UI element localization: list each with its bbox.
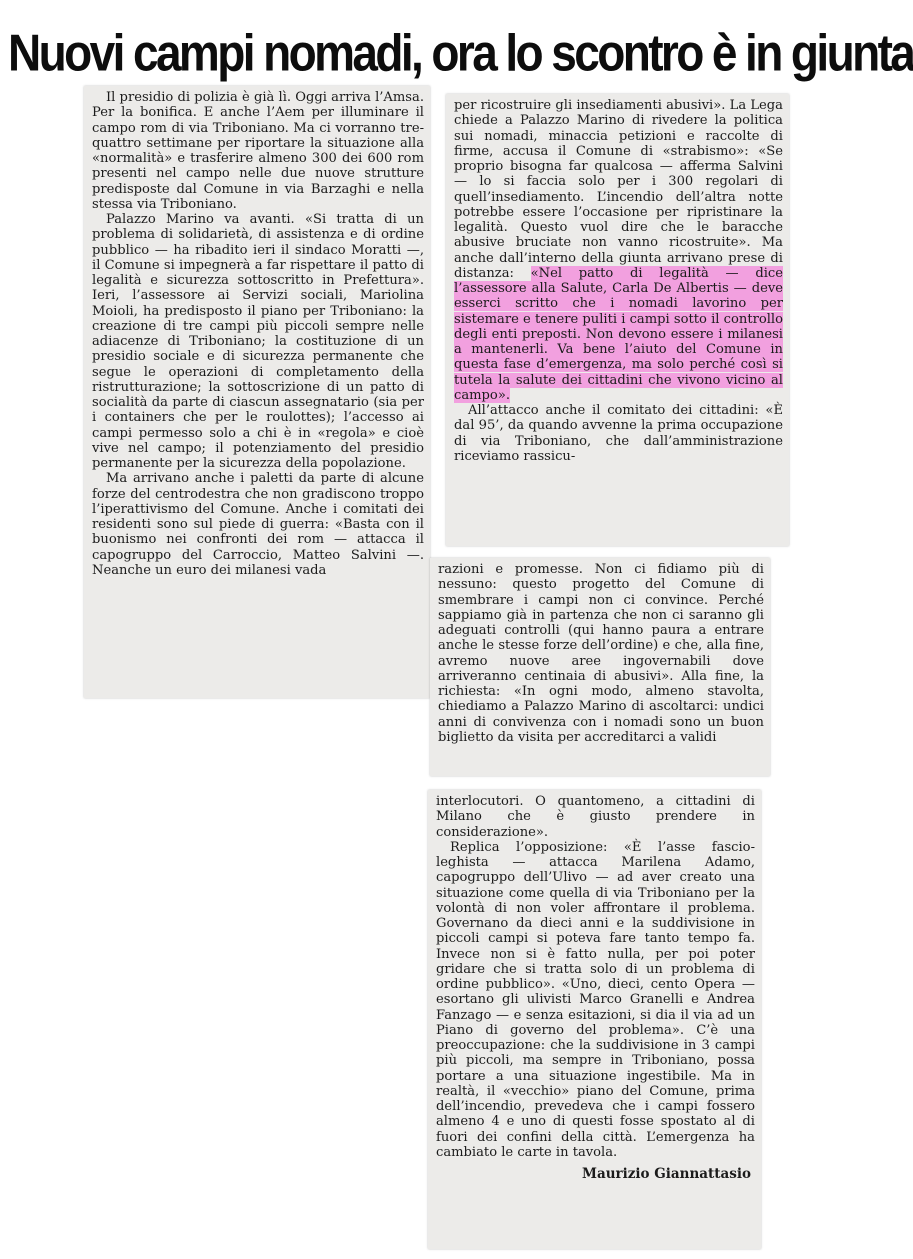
paragraph: Replica l’opposizione: «È l’asse fascio-leghista — attacca Marilena Adamo, capogruppo dell’Ulivo — ad aver creato una situazione come quella di via Triboniano per la volontà di non voler affrontare il problema. Governano da dieci anni e la suddivisione in piccoli campi si poteva fare tanto tempo fa. Invece non si è fatto nulla, per poi poter gridare che si tratta solo di un problema di ordine pubblico». «Uno, dieci, cento Opera — esortano gli ulivisti Marco Granelli e Andrea Fanzago — e senza esitazioni, si dia il via ad un Piano di governo del problema». C’è una preoccupazione: che la suddivisione in 3 campi più piccoli, ma sempre in Triboniano, possa portare a una situazione ingestibile. Ma in realtà, il «vecchio» piano del Comune, prima dell’incendio, prevedeva che i campi fossero almeno 4 e uno di questi fosse spostato al di fuori dei confini della città. L’emergenza ha cambiato le carte in tavola. <box>436 839 755 1160</box>
article-column-2-part-1 <box>446 94 789 546</box>
highlighted-quote: «Nel patto di legalità — dice l’assessore alla Salute, Carla De Albertis — deve esserci scritto che i nomadi lavorino per sistemare e tenere puliti i campi sotto il controllo degli enti preposti. Non devono essere i milanesi a mantenerli. Va bene l’aiuto del Comune in questa fase d’emergenza, ma solo perché così si tutela la salute dei cittadini che vivono vicino al campo». <box>454 265 783 403</box>
article-column-1 <box>84 86 430 698</box>
paragraph: Ma arrivano anche i paletti da parte di alcune forze del centrodestra che non gradiscono troppo l’iperattivismo del Comune. Anche i comitati dei residenti sono sul piede di guerra: «Basta con il buonismo nei confronti dei rom — attacca il capogruppo del Carroccio, Matteo Salvini —. Neanche un euro dei milanesi vada <box>92 471 424 578</box>
author-signature: Maurizio Giannattasio <box>582 1166 751 1182</box>
paragraph: interlocutori. O quantomeno, a cittadini di Milano che è giusto prendere in considerazione». <box>436 794 755 840</box>
paragraph <box>454 98 783 403</box>
headline: Nuovi campi nomadi, ora lo scontro è in giunta <box>8 23 913 82</box>
paragraph: Il presidio di polizia è già lì. Oggi arriva l’Amsa. Per la bonifica. E anche l’Aem per illuminare il campo rom di via Triboniano. Ma ci vorranno tre-quattro settimane per riportare la situazione alla «normalità» e trasferire almeno 300 dei 600 rom presenti nel campo nelle due nuove strutture predisposte dal Comune in via Barzaghi e nella stessa via Triboniano. <box>92 90 424 212</box>
article-column-2-part-3 <box>428 790 761 1249</box>
article-column-2-part-2 <box>430 558 770 776</box>
paragraph-text: per ricostruire gli insediamenti abusivi». La Lega chiede a Palazzo Marino di rivedere la politica sui nomadi, minaccia petizioni e raccolte di firme, accusa il Comune di «strabismo»: «Se proprio bisogna far qualcosa — afferma Salvini — lo si faccia solo per i 300 regolari di quell’insediamento. L’incendio dell’altra notte potrebbe essere l’occasione per ripristinare la legalità. Questo vuol dire che le baracche abusive bruciate non vanno ricostruite». Ma anche dall’interno della giunta arrivano prese di distanza: <box>454 98 783 281</box>
paragraph: Palazzo Marino va avanti. «Si tratta di un problema di solidarietà, di assistenza e di ordine pubblico — ha ribadito ieri il sindaco Moratti —, il Comune si impegnerà a far rispettare il patto di legalità e sicurezza sottoscritto in Prefettura». Ieri, l’assessore ai Servizi sociali, Mariolina Moioli, ha predisposto il piano per Triboniano: la creazione di tre campi più piccoli sempre nelle adiacenze di Triboniano; la costituzione di un presidio sociale e di sicurezza permanente che segue le operazioni di completamento della ristrutturazione; la sottoscrizione di un patto di socialità da parte di ciascun assegnatario (sia per i containers che per le roulottes); l’accesso ai campi permesso solo a chi è in «regola» e cioè vive nel campo; il potenziamento del presidio permanente per la sicurezza della popolazione. <box>92 212 424 471</box>
paragraph: All’attacco anche il comitato dei cittadini: «È dal 95’, da quando avvenne la prima occupazione di via Triboniano, che dall’amministrazione riceviamo rassicu- <box>454 403 783 464</box>
paragraph: razioni e promesse. Non ci fidiamo più di nessuno: questo progetto del Comune di smembrare i campi non ci convince. Perché sappiamo già in partenza che non ci saranno gli adeguati controlli (qui hanno paura a entrare anche le stesse forze dell’ordine) e che, alla fine, avremo nuove aree ingovernabili dove arriveranno centinaia di abusivi». Alla fine, la richiesta: «In ogni modo, almeno stavolta, chiediamo a Palazzo Marino di ascoltarci: undici anni di convivenza con i nomadi sono un buon biglietto da visita per accreditarci a validi <box>438 562 764 745</box>
